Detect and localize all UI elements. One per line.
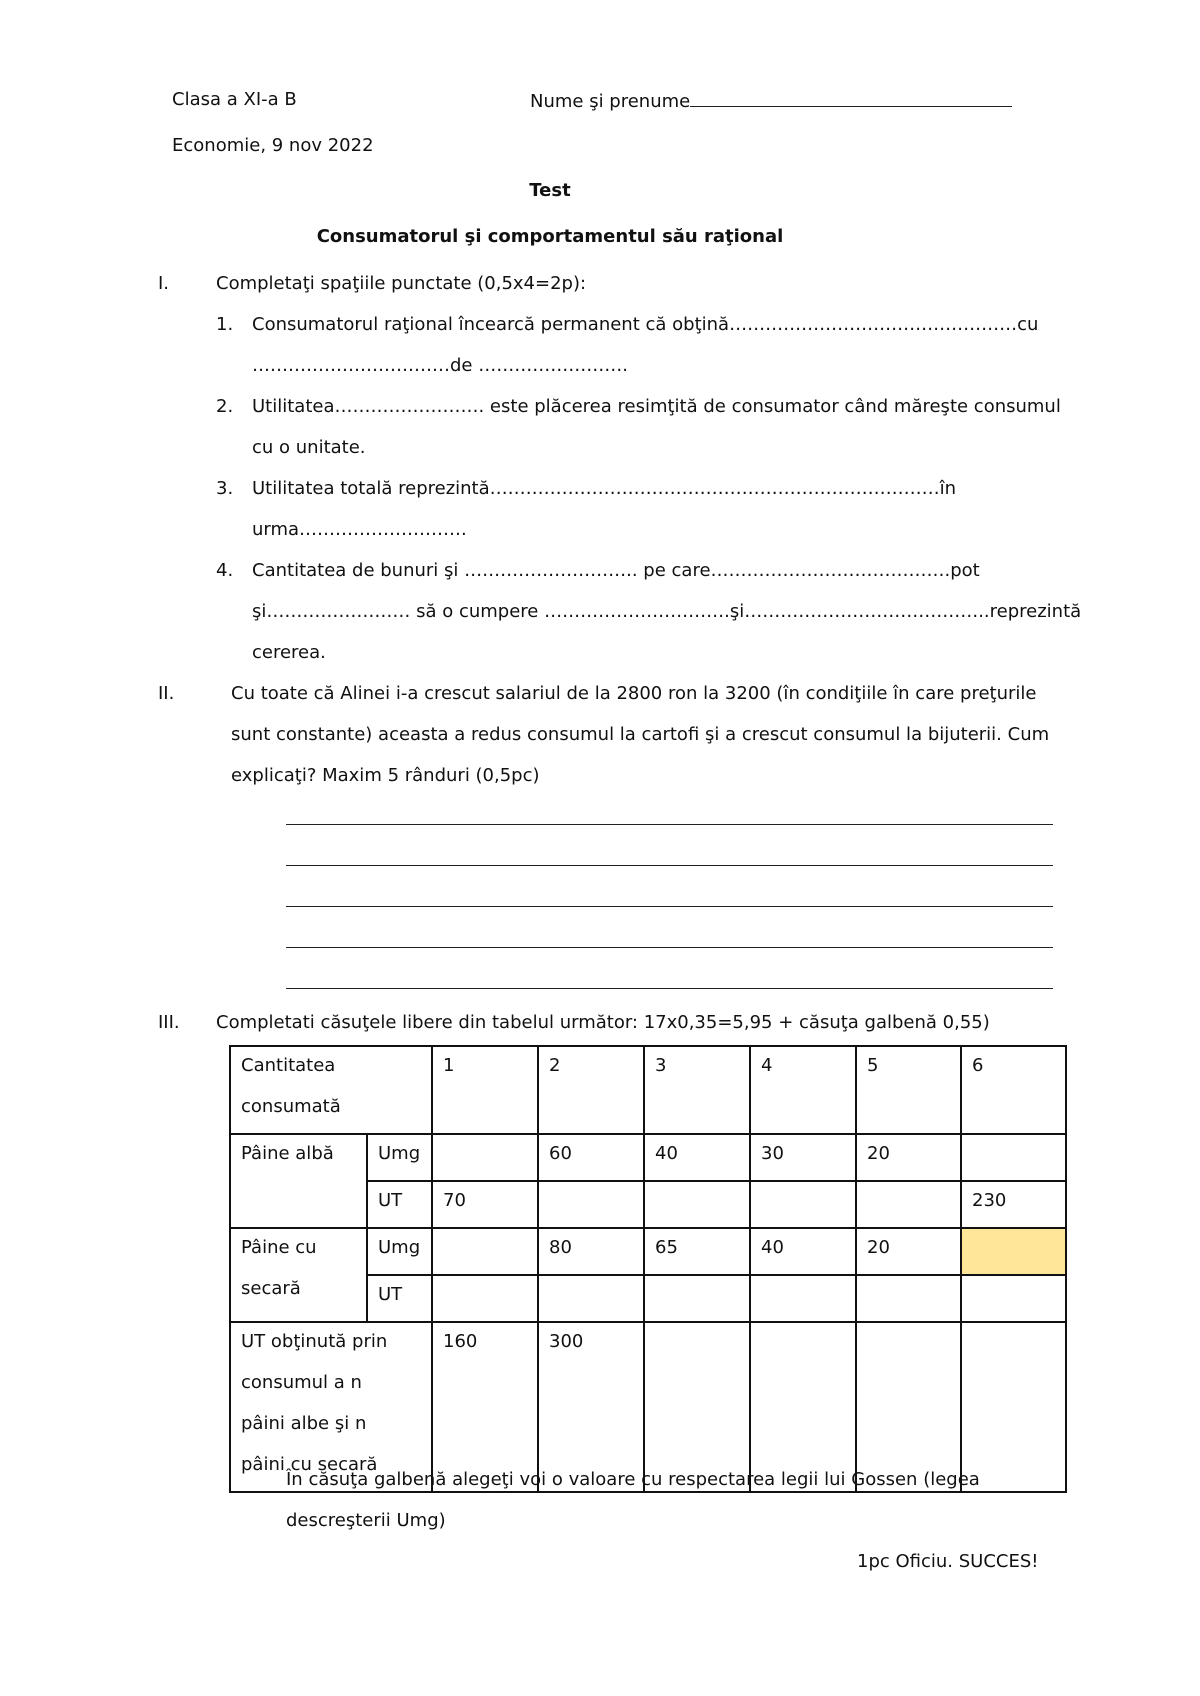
rye-bread-label-cell [230, 1228, 367, 1322]
test-title: Test [529, 180, 571, 201]
rye-ut-cell-5[interactable] [856, 1275, 961, 1322]
quantity-cell [750, 1046, 856, 1134]
rye-umg-cell-1[interactable] [432, 1228, 538, 1275]
subject-date: Economie, 9 nov 2022 [172, 135, 374, 156]
white-ut-cell-5[interactable] [856, 1181, 961, 1228]
section1-title: Completaţi spaţiile punctate (0,5x4=2p): [216, 273, 587, 294]
table-row-combined [230, 1322, 1066, 1492]
item4-line2: şi…………………… să o cumpere ………………………….şi…………………………………..reprezintă [252, 601, 1082, 622]
rye-bread-label: Pâine cu secară [241, 1237, 317, 1299]
test-subtitle: Consumatorul şi comportamentul său raţional [316, 226, 784, 247]
combined-cell-2 [538, 1322, 644, 1492]
quantity-cell [961, 1046, 1066, 1134]
combined-cell-6[interactable] [961, 1322, 1066, 1492]
quantity-cell [432, 1046, 538, 1134]
name-field [530, 88, 1012, 114]
combined-label: UT obţinută prin consumul a n pâini albe şi n pâini cu secară [241, 1331, 388, 1475]
quantity-cell [538, 1046, 644, 1134]
ut-label-cell [367, 1181, 432, 1228]
rye-umg-cell-3 [644, 1228, 750, 1275]
item2-line1: Utilitatea……………………. este plăcerea resimţită de consumator când măreşte consumul [252, 396, 1061, 417]
rye-ut-cell-4[interactable] [750, 1275, 856, 1322]
table-row-white-umg [230, 1134, 1066, 1181]
white-ut-cell-4[interactable] [750, 1181, 856, 1228]
rye-ut-cell-2[interactable] [538, 1275, 644, 1322]
white-umg-cell-5 [856, 1134, 961, 1181]
item4-number: 4. [216, 560, 234, 581]
section2-number: II. [158, 683, 175, 704]
ut-label: UT [378, 1190, 403, 1211]
rye-ut-cell-3[interactable] [644, 1275, 750, 1322]
item4-line1: Cantitatea de bunuri şi ……………………….. pe care………………………………….pot [252, 560, 980, 581]
quantity-3: 3 [655, 1055, 667, 1076]
name-underline [690, 88, 1012, 107]
quantity-6: 6 [972, 1055, 984, 1076]
white-ut-cell-3[interactable] [644, 1181, 750, 1228]
combined-cell-1 [432, 1322, 538, 1492]
combined-cell-4[interactable] [750, 1322, 856, 1492]
section3-number: III. [158, 1012, 180, 1033]
answer-line-2[interactable] [286, 865, 1053, 866]
footer-text: 1pc Oficiu. SUCCES! [857, 1551, 1039, 1572]
cell-value: 300 [549, 1331, 584, 1352]
white-umg-cell-6[interactable] [961, 1134, 1066, 1181]
white-bread-label: Pâine albă [241, 1143, 334, 1164]
quantity-2: 2 [549, 1055, 561, 1076]
note-line2: descreşterii Umg) [286, 1510, 446, 1531]
answer-line-4[interactable] [286, 947, 1053, 948]
answer-line-3[interactable] [286, 906, 1053, 907]
section2-line2: sunt constante) aceasta a redus consumul la cartofi şi a crescut consumul la bijuterii. Cum [231, 724, 1050, 745]
table-row-quantity [230, 1046, 1066, 1134]
table-row-rye-umg [230, 1228, 1066, 1275]
name-label: Nume şi prenume [530, 91, 691, 112]
item4-line3: cererea. [252, 642, 326, 663]
combined-cell-3[interactable] [644, 1322, 750, 1492]
quantity-cell [856, 1046, 961, 1134]
white-umg-cell-3 [644, 1134, 750, 1181]
rye-umg-cell-4 [750, 1228, 856, 1275]
rye-umg-cell-2 [538, 1228, 644, 1275]
cell-value: 65 [655, 1237, 678, 1258]
utility-table [229, 1045, 1067, 1493]
item3-number: 3. [216, 478, 234, 499]
umg-label-cell [367, 1228, 432, 1275]
white-umg-cell-4 [750, 1134, 856, 1181]
yellow-highlight-cell[interactable] [961, 1228, 1066, 1275]
umg-label: Umg [378, 1143, 421, 1164]
section3-title: Completati căsuţele libere din tabelul următor: 17x0,35=5,95 + căsuţa galbenă 0,55) [216, 1012, 990, 1033]
white-ut-cell-6 [961, 1181, 1066, 1228]
answer-line-5[interactable] [286, 988, 1053, 989]
white-ut-cell-1 [432, 1181, 538, 1228]
white-ut-cell-2[interactable] [538, 1181, 644, 1228]
quantity-1: 1 [443, 1055, 455, 1076]
cell-value: 20 [867, 1143, 890, 1164]
item2-number: 2. [216, 396, 234, 417]
umg-label-cell [367, 1134, 432, 1181]
quantity-5: 5 [867, 1055, 879, 1076]
cell-value: 70 [443, 1190, 466, 1211]
note-line1: În căsuţa galbenă alegeţi voi o valoare cu respectarea legii lui Gossen (legea [286, 1469, 980, 1490]
combined-cell-5[interactable] [856, 1322, 961, 1492]
cell-value: 60 [549, 1143, 572, 1164]
rye-ut-cell-1[interactable] [432, 1275, 538, 1322]
item3-line2: urma………………………. [252, 519, 467, 540]
item3-line1: Utilitatea totală reprezintă…………………………………………………………………în [252, 478, 957, 499]
section1-number: I. [158, 273, 170, 294]
umg-label: Umg [378, 1237, 421, 1258]
rye-umg-cell-5 [856, 1228, 961, 1275]
white-umg-cell-1[interactable] [432, 1134, 538, 1181]
rye-ut-cell-6[interactable] [961, 1275, 1066, 1322]
quantity-cell [644, 1046, 750, 1134]
item1-line1: Consumatorul raţional încearcă permanent că obţină…………………………………………cu [252, 314, 1039, 335]
cell-value: 160 [443, 1331, 478, 1352]
ut-label-cell [367, 1275, 432, 1322]
quantity-4: 4 [761, 1055, 773, 1076]
cell-value: 40 [761, 1237, 784, 1258]
cell-value: 40 [655, 1143, 678, 1164]
quantity-header: Cantitatea consumată [241, 1055, 341, 1117]
item1-line2: ……………………………de ……………………. [252, 355, 628, 376]
cell-value: 20 [867, 1237, 890, 1258]
combined-label-cell [230, 1322, 432, 1492]
section2-line3: explicaţi? Maxim 5 rânduri (0,5pc) [231, 765, 540, 786]
answer-line-1[interactable] [286, 824, 1053, 825]
item1-number: 1. [216, 314, 234, 335]
item2-line2: cu o unitate. [252, 437, 366, 458]
cell-value: 230 [972, 1190, 1007, 1211]
white-umg-cell-2 [538, 1134, 644, 1181]
cell-value: 80 [549, 1237, 572, 1258]
ut-label: UT [378, 1284, 403, 1305]
class-label: Clasa a XI-a B [172, 89, 297, 110]
quantity-header-cell [230, 1046, 432, 1134]
cell-value: 30 [761, 1143, 784, 1164]
white-bread-label-cell [230, 1134, 367, 1228]
section2-line1: Cu toate că Alinei i-a crescut salariul de la 2800 ron la 3200 (în condiţiile în care preţurile [231, 683, 1037, 704]
